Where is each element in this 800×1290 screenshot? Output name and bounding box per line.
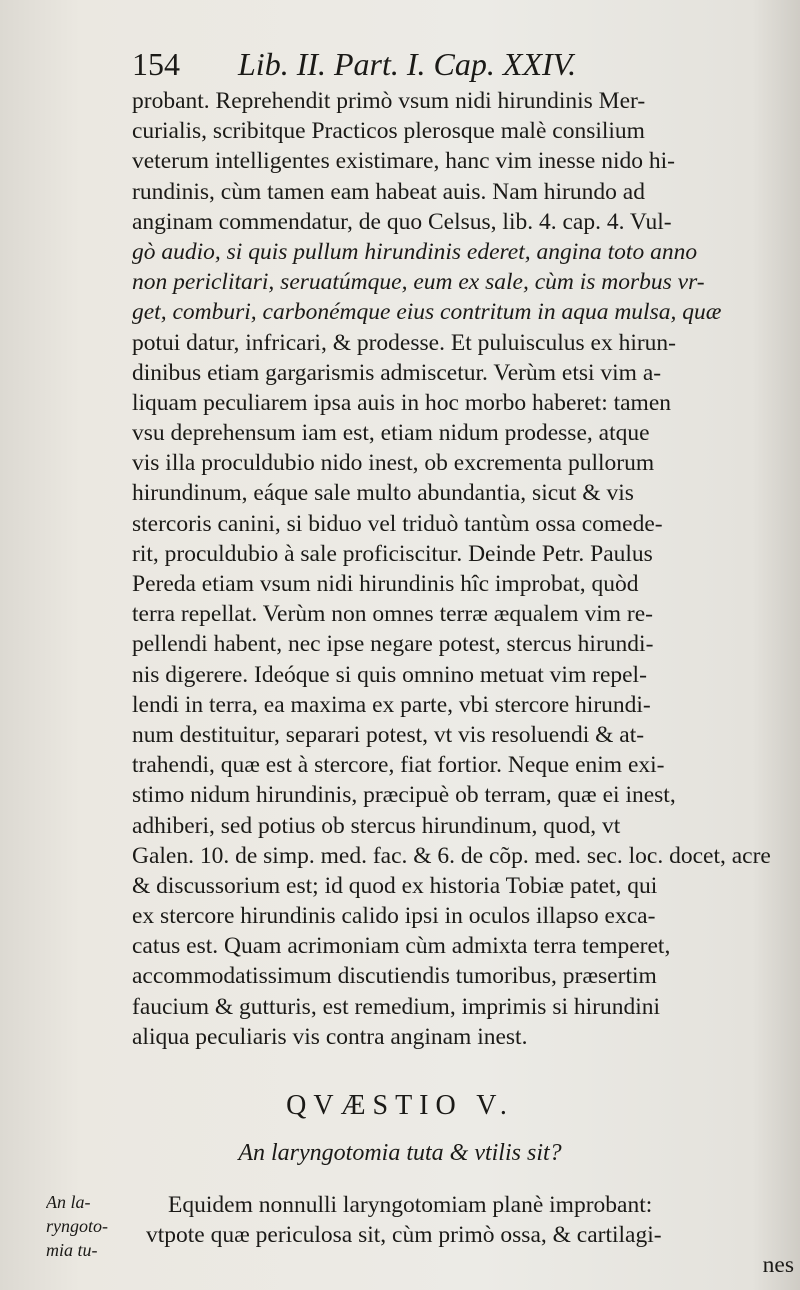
page-number: 154: [132, 46, 180, 82]
text-line: vis illa proculdubio nido inest, ob excrementa pullorum: [132, 450, 655, 477]
text-line: potui datur, infricari, & prodesse. Et puluisculus ex hirun-: [132, 329, 677, 356]
text-line: faucium & gutturis, est remedium, imprimis si hirundini: [132, 993, 661, 1020]
section-heading: QVÆSTIO V.: [286, 1090, 514, 1121]
text-line: adhiberi, sed potius ob stercus hirundinum, quod, vt: [132, 812, 621, 839]
text-line: num destituitur, separari potest, vt vis resoluendi & at-: [132, 721, 645, 748]
text-line: vtpote quæ periculosa sit, cùm primò ossa, & cartilagi-: [146, 1222, 662, 1248]
margin-note-line: An la-: [46, 1192, 91, 1212]
margin-note: [46, 1190, 126, 1262]
text-line: liquam peculiarem ipsa auis in hoc morbo haberet: tamen: [132, 389, 672, 416]
text-line: stimo nidum hirundinis, præcipuè ob terram, quæ ei inest,: [132, 782, 676, 809]
text-line: non periclitari, seruatúmque, eum ex sale, cùm is morbus vr-: [132, 269, 705, 296]
text-line: & discussorium est; id quod ex historia Tobiæ patet, qui: [132, 872, 658, 899]
text-line: terra repellat. Verùm non omnes terræ æqualem vim re-: [132, 601, 653, 628]
question-text-block: [146, 1190, 794, 1280]
text-line: ex stercore hirundinis calido ipsi in oculos illapso exca-: [132, 903, 656, 930]
text-line: Galen. 10. de simp. med. fac. & 6. de cõp. med. sec. loc. docet, acre: [132, 842, 771, 869]
text-line: lendi in terra, ea maxima ex parte, vbi stercore hirundi-: [132, 691, 651, 718]
running-header: [132, 46, 782, 82]
main-text-block: [132, 86, 782, 1052]
text-line: pellendi habent, nec ipse negare potest, stercus hirundi-: [132, 631, 654, 658]
text-line: accommodatissimum discutiendis tumoribus, præsertim: [132, 963, 657, 990]
text-line: trahendi, quæ est à stercore, fiat fortior. Neque enim exi-: [132, 752, 665, 779]
text-line: veterum intelligentes existimare, hanc vim inesse nido hi-: [132, 148, 675, 175]
text-line: hirundinum, eáque sale multo abundantia, sicut & vis: [132, 480, 634, 507]
text-line: get, comburi, carbonémque eius contritum in aqua mulsa, quæ: [132, 299, 722, 326]
text-line: stercoris canini, si biduo vel triduò tantùm ossa comede-: [132, 510, 663, 537]
text-line: dinibus etiam gargarismis admiscetur. Verùm etsi vim a-: [132, 359, 662, 386]
margin-note-line: ryngoto-: [46, 1216, 108, 1236]
question-title: An laryngotomia tuta & vtilis sit?: [238, 1140, 562, 1166]
text-line: catus est. Quam acrimoniam cùm admixta terra temperet,: [132, 933, 671, 960]
text-line: nis digerere. Ideóque si quis omnino metuat vim repel-: [132, 661, 647, 688]
text-line: Equidem nonnulli laryngotomiam planè improbant:: [168, 1192, 653, 1218]
margin-note-line: mia tu-: [46, 1240, 98, 1260]
text-line: gò audio, si quis pullum hirundinis ederet, angina toto anno: [132, 238, 698, 265]
text-line: aliqua peculiaris vis contra anginam inest.: [132, 1023, 528, 1050]
text-line: anginam commendatur, de quo Celsus, lib. 4. cap. 4. Vul-: [132, 208, 672, 235]
text-line: probant. Reprehendit primò vsum nidi hirundinis Mer-: [132, 88, 646, 114]
running-title: Lib. II. Part. I. Cap. XXIV.: [238, 46, 577, 82]
text-line: rit, proculdubio à sale proficiscitur. Deinde Petr. Paulus: [132, 540, 653, 567]
text-line: vsu deprehensum iam est, etiam nidum prodesse, atque: [132, 420, 650, 447]
text-line: curialis, scribitque Practicos plerosque malè consilium: [132, 118, 645, 145]
text-line: rundinis, cùm tamen eam habeat auis. Nam hirundo ad: [132, 178, 645, 205]
text-line: Pereda etiam vsum nidi hirundinis hîc improbat, quòd: [132, 571, 639, 597]
catchword: nes: [762, 1252, 794, 1278]
